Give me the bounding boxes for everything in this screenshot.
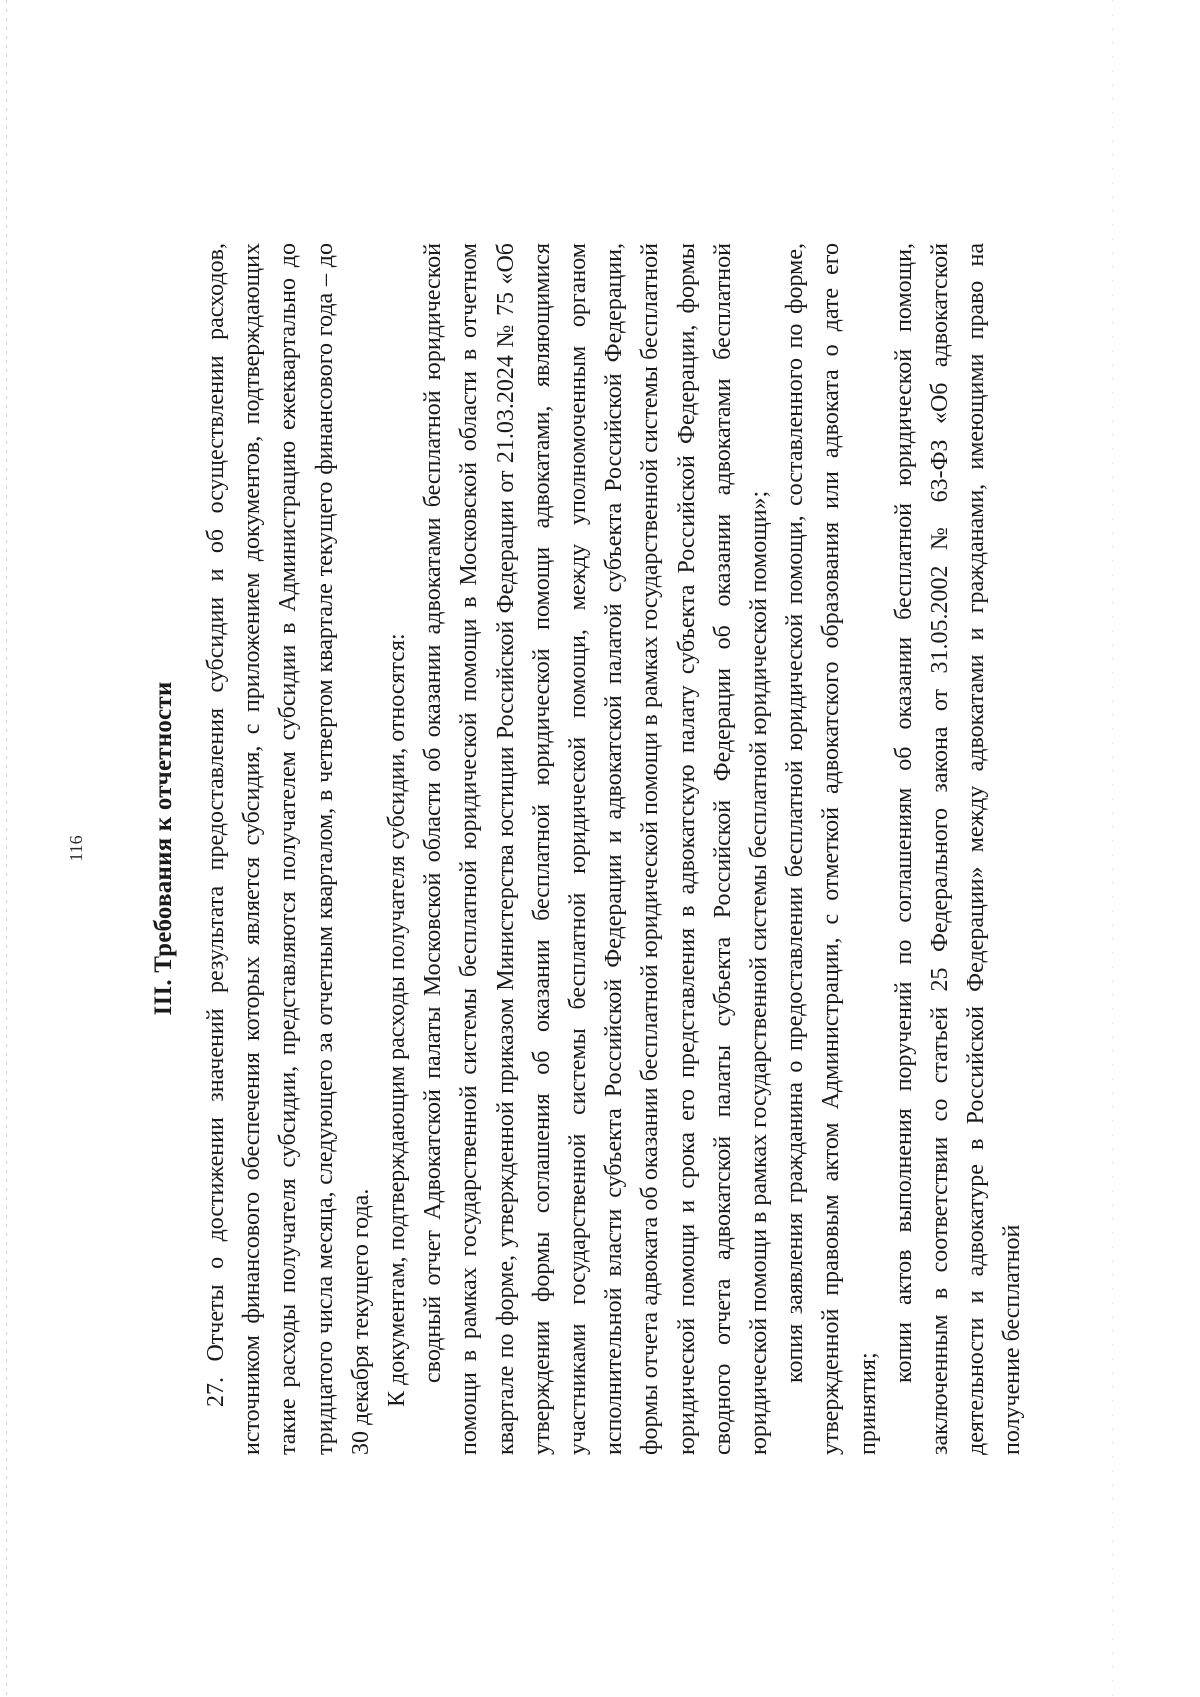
paragraph-acts-copies: копии актов выполнения поручений по соглашениям об оказании бесплатной юридической помощи, заключенным в соответствии со статьей 25 Федерального закона от 31.05.2002 № 63-ФЗ «Об адвокатской деятельности и адвокатуре в Российской Федерации» между адвокатами и гражданами, имеющими право на получение бесплатной: [890, 243, 1026, 1455]
document-body: [198, 243, 1031, 1455]
paragraph-summary-report: сводный отчет Адвокатской палаты Московской области об оказании адвокатами бесплатной юридической помощи в рамках государственной системы бесплатной юридической помощи в Московской области в отчетном квартале по форме, утвержденной приказом Министерства юстиции Российской Федерации от 21.03.2024 № 75 «Об утверждении формы соглашения об оказании бесплатной юридической помощи адвокатами, являющимися участниками государственной системы бесплатной юридической помощи, между уполномоченным органом исполнительной власти субъекта Российской Федерации и адвокатской палатой субъекта Российской Федерации, формы отчета адвоката об оказании бесплатной юридической помощи в рамках государственной системы бесплатной юридической помощи и срока его представления в адвокатскую палату субъекта Российской Федерации, формы сводного отчета адвокатской палаты субъекта Российской Федерации об оказании адвокатами бесплатной юридической помощи в рамках государственной системы бесплатной юридической помощи»;: [420, 243, 773, 1455]
section-title: III. Требования к отчетности: [150, 681, 177, 1016]
paragraph-documents-intro: К документам, подтверждающим расходы получателя субсидии, относятся:: [384, 633, 411, 1407]
paragraph-citizen-application: копия заявления гражданина о предоставлении бесплатной юридической помощи, составленного по форме, утвержденной правовым актом Администрации, с отметкой адвокатского образования или адвоката о дате его принятия;: [782, 243, 881, 1455]
page-number: 116: [66, 835, 86, 862]
paragraph-27-reports: 27. Отчеты о достижении значений результата предоставления субсидии и об осуществлении расходов, источником финансового обеспечения которых является субсидия, с приложением документов, подтверждающих такие расходы получателя субсидии, представляются получателем субсидии в Администрацию ежеквартально до тридцатого числа месяца, следующего за отчетным кварталом, в четвертом квартале текущего финансового года – до 30 декабря текущего года.: [203, 243, 374, 1455]
